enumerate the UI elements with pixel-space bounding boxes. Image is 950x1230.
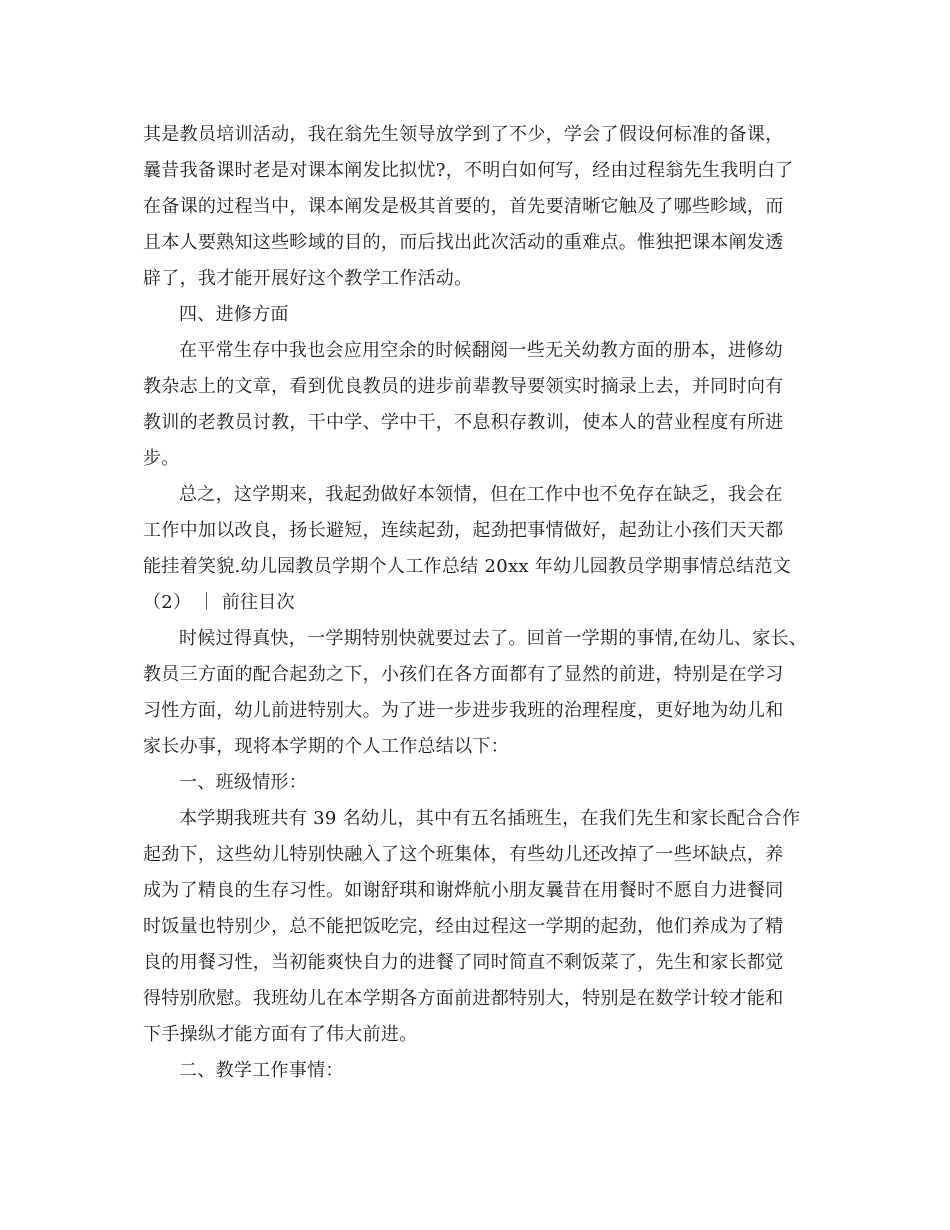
text-line: 教杂志上的文章，看到优良教员的进步前辈教导要领实时摘录上去，并同时向有 bbox=[143, 376, 784, 397]
text-line: 在平常生存中我也会应用空余的时候翻阅一些无关幼教方面的册本，进修幼 bbox=[179, 340, 783, 361]
text-line: 在备课的过程当中，课本阐发是极其首要的，首先要清晰它触及了哪些畛域，而 bbox=[143, 196, 784, 217]
text-line: 习性方面，幼儿前进特别大。为了进一步进步我班的治理程度，更好地为幼儿和 bbox=[143, 700, 784, 721]
text-line: 家长办事，现将本学期的个人工作总结以下： bbox=[143, 736, 509, 757]
text-line: 良的用餐习性，当初能爽快自力的进餐了同时简直不剩饭菜了，先生和家长都觉 bbox=[143, 952, 784, 973]
text-line: 时饭量也特别少，总不能把饭吃完，经由过程这一学期的起劲，他们养成为了精 bbox=[143, 916, 784, 937]
text-line: 得特别欣慰。我班幼儿在本学期各方面前进都特别大，特别是在数学计较才能和 bbox=[143, 988, 784, 1009]
text-line: 曩昔我备课时老是对课本阐发比拟忧?，不明白如何写，经由过程翁先生我明白了 bbox=[143, 160, 794, 181]
section-heading: 二、教学工作事情： bbox=[179, 1060, 344, 1081]
toc-link-line[interactable]: （2） ｜ 前往目次 bbox=[143, 592, 295, 613]
text-line: 教训的老教员讨教，干中学、学中干，不息积存教训，使本人的营业程度有所进 bbox=[143, 412, 784, 433]
text-line: 步。 bbox=[143, 448, 180, 469]
text-line: 成为了精良的生存习性。如谢舒琪和谢烨航小朋友曩昔在用餐时不愿自力进餐同 bbox=[143, 880, 784, 901]
text-line: 总之，这学期来，我起劲做好本领情，但在工作中也不免存在缺乏，我会在 bbox=[179, 484, 783, 505]
text-line: 工作中加以改良，扬长避短，连续起劲，起劲把事情做好，起劲让小孩们天天都 bbox=[143, 520, 784, 541]
text-line: 起劲下，这些幼儿特别快融入了这个班集体，有些幼儿还改掉了一些坏缺点，养 bbox=[143, 844, 784, 865]
text-line: 时候过得真快，一学期特别快就要过去了。回首一学期的事情,在幼儿、家长、 bbox=[179, 628, 808, 649]
text-line: 下手操纵才能方面有了伟大前进。 bbox=[143, 1024, 418, 1045]
text-line: 其是教员培训活动，我在翁先生领导放学到了不少，学会了假设何标准的备课， bbox=[143, 124, 784, 145]
text-line: 辟了，我才能开展好这个教学工作活动。 bbox=[143, 268, 473, 289]
text-line: 教员三方面的配合起劲之下，小孩们在各方面都有了显然的前进，特别是在学习 bbox=[143, 664, 784, 685]
text-line: 本学期我班共有 39 名幼儿，其中有五名插班生，在我们先生和家长配合合作 bbox=[179, 808, 801, 829]
text-line: 且本人要熟知这些畛域的目的，而后找出此次活动的重难点。惟独把课本阐发透 bbox=[143, 232, 784, 253]
section-heading: 四、进修方面 bbox=[179, 304, 289, 325]
text-line: 能挂着笑貌.幼儿园教员学期个人工作总结 20xx 年幼儿园教员学期事情总结范文 bbox=[143, 556, 792, 577]
section-heading: 一、班级情形： bbox=[179, 772, 308, 793]
